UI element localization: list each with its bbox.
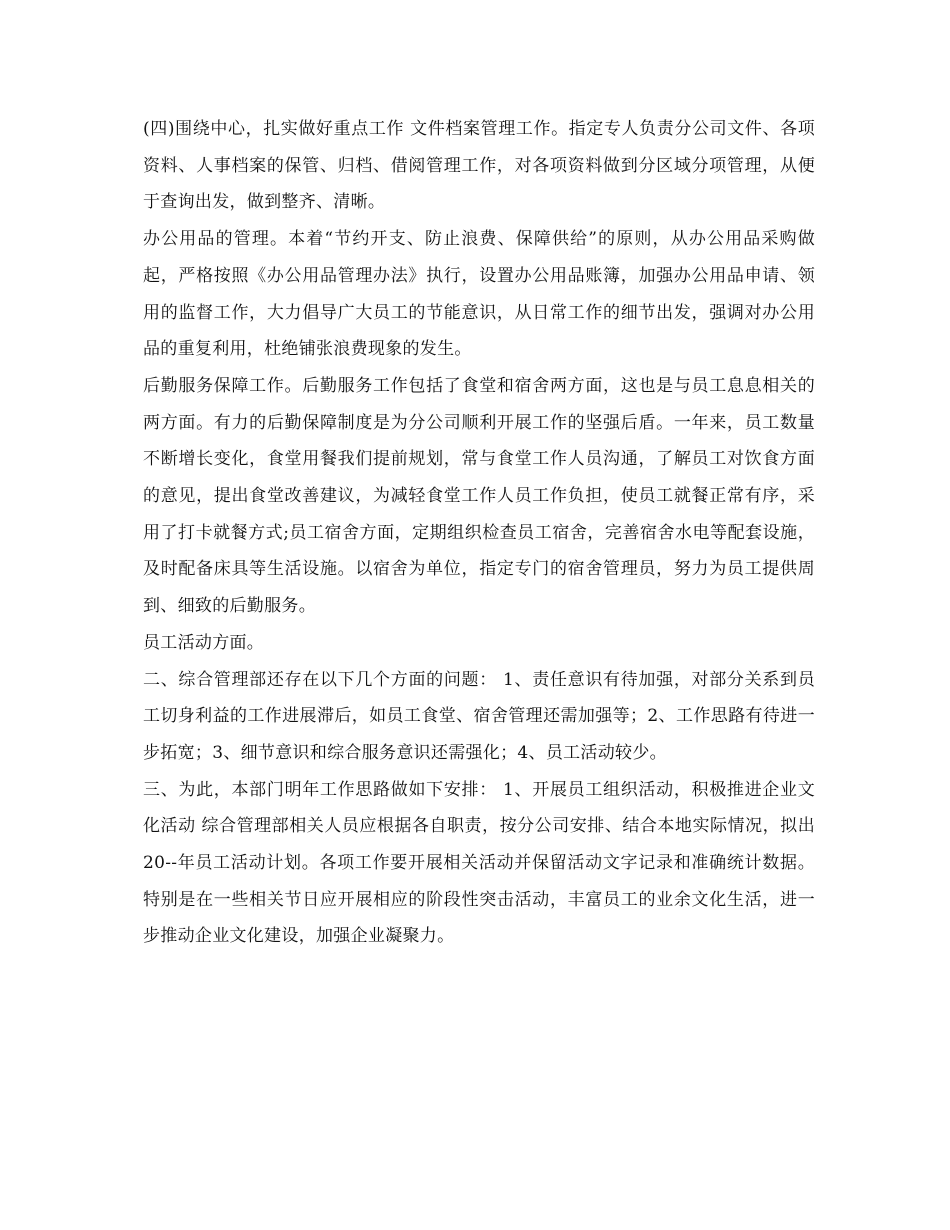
paragraph-staff-activities: 员工活动方面。 [143, 632, 265, 653]
paragraph-existing-problems: 二、综合管理部还存在以下几个方面的问题： 1、责任意识有待加强，对部分关系到员工切身利益的工作进展滞后，如员工食堂、宿舍管理还需加强等；2、工作思路有待进一步拓宽；3、细节意识和综合服务意识还需强化；4、员工活动较少。 [143, 669, 815, 763]
paragraph-office-supplies: 办公用品的管理。本着“节约开支、防止浪费、保障供给”的原则，从办公用品采购做起，严格按照《办公用品管理办法》执行，设置办公用品账簿，加强办公用品申请、领用的监督工作，大力倡导广大员工的节能意识，从日常工作的细节出发，强调对办公用品的重复利用，杜绝铺张浪费现象的发生。 [143, 229, 815, 360]
paragraph-logistics-service: 后勤服务保障工作。后勤服务工作包括了食堂和宿舍两方面，这也是与员工息息相关的两方面。有力的后勤保障制度是为分公司顺利开展工作的坚强后盾。一年来，员工数量不断增长变化，食堂用餐我们提前规划，常与食堂工作人员沟通，了解员工对饮食方面的意见，提出食堂改善建议，为减轻食堂工作人员工作负担，使员工就餐正常有序，采用了打卡就餐方式;员工宿舍方面，定期组织检查员工宿舍，完善宿舍水电等配套设施，及时配备床具等生活设施。以宿舍为单位，指定专门的宿舍管理员，努力为员工提供周到、细致的后勤服务。 [143, 375, 815, 617]
paragraph-next-year-plan: 三、为此，本部门明年工作思路做如下安排： 1、开展员工组织活动，积极推进企业文化活动 综合管理部相关人员应根据各自职责，按分公司安排、结合本地实际情况，拟出20--年员工活动计划。各项工作要开展相关活动并保留活动文字记录和准确统计数据。特别是在一些相关节日应开展相应的阶段性突击活动，丰富员工的业余文化生活，进一步推动企业文化建设，加强企业凝聚力。 [143, 779, 815, 947]
paragraph-archive-management: (四)围绕中心，扎实做好重点工作 文件档案管理工作。指定专人负责分公司文件、各项资料、人事档案的保管、归档、借阅管理工作，对各项资料做到分区域分项管理，从便于查询出发，做到整齐、清晰。 [143, 119, 815, 213]
document-body [143, 111, 815, 955]
